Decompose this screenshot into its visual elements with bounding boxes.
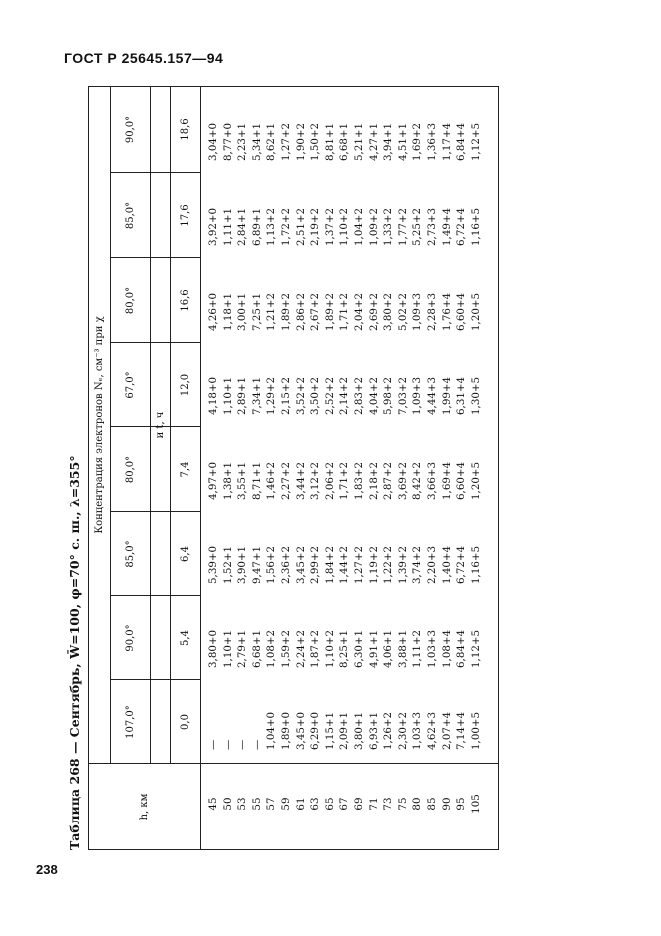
height-value: 73 (382, 797, 395, 811)
concentration-value: 2,30+2 (396, 711, 409, 750)
concentration-value: 6,89+1 (250, 207, 263, 246)
concentration-value: 1,12+5 (469, 122, 482, 161)
concentration-value: 2,23+1 (236, 122, 249, 161)
page-header: ГОСТ Р 25645.157—94 (64, 50, 224, 66)
concentration-value: 8,25+1 (338, 629, 351, 668)
concentration-value: 2,18+2 (367, 461, 380, 500)
concentration-value: 1,27+2 (279, 122, 292, 161)
height-value: 69 (352, 797, 365, 811)
concentration-value: 6,68+1 (338, 122, 351, 161)
concentration-value: 3,92+0 (207, 207, 219, 246)
concentration-value: 3,44+2 (294, 461, 307, 500)
concentration-value: 3,00+1 (236, 292, 249, 331)
concentration-value: 1,08+2 (265, 629, 278, 668)
concentration-value: 2,14+2 (338, 376, 351, 415)
concentration-value: 5,39+0 (207, 545, 219, 584)
time-header: 16,6 (179, 289, 191, 312)
concentration-value: 5,25+2 (411, 207, 424, 246)
concentration-value: 2,89+1 (236, 376, 249, 415)
concentration-value: 8,81+1 (323, 122, 336, 161)
time-header: 17,6 (179, 204, 191, 227)
concentration-value: 6,29+0 (309, 711, 322, 750)
concentration-value: — (207, 739, 219, 750)
concentration-value: 2,51+2 (294, 207, 307, 246)
concentration-value: 1,10+1 (221, 376, 234, 415)
concentration-value: 3,45+2 (294, 545, 307, 584)
concentration-value: 3,80+2 (382, 292, 395, 331)
concentration-value: 4,91+1 (367, 629, 380, 668)
concentration-value: 6,60+4 (455, 461, 468, 500)
time-header: 6,4 (179, 546, 191, 562)
concentration-value: 3,50+2 (309, 376, 322, 415)
chi-header: 80,0° (124, 286, 136, 315)
concentration-value: 7,03+2 (396, 376, 409, 415)
concentration-value: 1,49+4 (440, 207, 453, 246)
concentration-value: 6,84+4 (455, 629, 468, 668)
concentration-value: 3,94+1 (382, 122, 395, 161)
concentration-value: 2,79+1 (236, 629, 249, 668)
concentration-value: 4,51+1 (396, 122, 409, 161)
concentration-value: 5,34+1 (250, 122, 263, 161)
concentration-value: 7,14+4 (455, 711, 468, 750)
chi-header: 85,0° (124, 540, 136, 568)
concentration-value: 1,22+2 (382, 545, 395, 584)
concentration-value: 1,09+3 (411, 376, 424, 415)
time-header: 7,4 (179, 461, 191, 478)
concentration-value: 2,06+2 (323, 461, 336, 500)
concentration-value: 3,80+0 (207, 629, 219, 668)
chi-header: 90,0° (124, 115, 136, 144)
concentration-value: 4,18+0 (207, 376, 219, 415)
concentration-value: 2,04+2 (352, 292, 365, 331)
table-caption: Таблица 268 — Сентябрь, W̄=100, φ=70° с. ш., λ=355° (67, 455, 82, 850)
concentration-value: 4,62+3 (425, 711, 438, 750)
concentration-value: 2,73+3 (425, 207, 438, 246)
time-header: 5,4 (179, 630, 191, 646)
height-value: 59 (279, 797, 292, 811)
concentration-value: 2,27+2 (279, 461, 292, 500)
concentration-value: 1,10+2 (323, 629, 336, 668)
concentration-value: 8,42+2 (411, 461, 424, 500)
concentration-value: 6,31+4 (455, 376, 468, 415)
concentration-value: 4,04+2 (367, 376, 380, 415)
concentration-value: 4,44+3 (425, 376, 438, 415)
value-column (206, 349, 496, 415)
value-column (206, 180, 496, 246)
concentration-value: 1,76+4 (440, 292, 453, 331)
concentration-value: 2,86+2 (294, 292, 307, 331)
height-value: 63 (309, 797, 322, 811)
time-header: 18,6 (179, 118, 191, 141)
concentration-value: 2,69+2 (367, 292, 380, 331)
concentration-value: 1,21+2 (265, 292, 278, 331)
concentration-value: 1,10+2 (338, 207, 351, 246)
concentration-value: 6,72+4 (455, 207, 468, 246)
concentration-value: 2,67+2 (309, 292, 322, 331)
height-value: 57 (265, 797, 278, 811)
concentration-value: 3,90+1 (236, 545, 249, 584)
concentration-value: 8,77+0 (221, 122, 234, 161)
concentration-value: 4,27+1 (367, 122, 380, 161)
concentration-value: 6,93+1 (367, 711, 380, 750)
concentration-value: 7,25+1 (250, 292, 263, 331)
value-column (206, 95, 496, 161)
height-value: 55 (250, 797, 263, 811)
concentration-value: 2,99+2 (309, 545, 322, 584)
concentration-value: 1,56+2 (265, 545, 278, 584)
chi-header: 85,0° (124, 201, 136, 230)
concentration-value: 1,26+2 (382, 711, 395, 750)
concentration-value: 1,84+2 (323, 545, 336, 584)
concentration-value: 1,03+3 (425, 629, 438, 668)
concentration-value: 2,84+1 (236, 207, 249, 246)
concentration-value: 1,83+2 (352, 461, 365, 500)
concentration-value: 6,60+4 (455, 292, 468, 331)
concentration-value: 5,98+2 (382, 376, 395, 415)
height-value: 61 (294, 797, 307, 811)
value-column (206, 434, 496, 500)
data-table (88, 86, 499, 850)
height-column (206, 784, 496, 824)
concentration-value: 1,15+1 (323, 711, 336, 750)
concentration-value: 1,17+4 (440, 122, 453, 161)
rotated-table-block (64, 86, 504, 850)
concentration-value: 1,20+5 (469, 292, 482, 331)
concentration-value: 2,24+2 (294, 629, 307, 668)
concentration-value: 1,18+1 (221, 292, 234, 331)
concentration-value: 3,55+1 (236, 461, 249, 500)
concentration-value: 1,71+2 (338, 461, 351, 500)
header-concentration: Концентрация электронов Nₑ, см⁻³ при χ (93, 316, 105, 534)
concentration-value: 1,12+5 (469, 629, 482, 668)
header-h: h, км (138, 793, 150, 821)
concentration-value: 1,69+2 (411, 122, 424, 161)
value-column (206, 265, 496, 331)
concentration-value: 1,90+2 (294, 122, 307, 161)
concentration-value: 1,50+2 (309, 122, 322, 161)
concentration-value: 1,04+0 (265, 711, 278, 750)
concentration-value: 1,27+2 (352, 545, 365, 584)
height-value: 71 (367, 797, 380, 811)
concentration-value: 2,36+2 (279, 545, 292, 584)
concentration-value: 3,66+3 (425, 461, 438, 500)
height-value: 53 (236, 797, 249, 811)
height-value: 105 (469, 794, 482, 814)
page-number: 238 (36, 862, 58, 877)
concentration-value: — (250, 739, 263, 750)
concentration-value: 2,52+2 (323, 376, 336, 415)
concentration-value: 2,28+3 (425, 292, 438, 331)
concentration-value: 3,74+2 (411, 545, 424, 584)
concentration-value: 2,20+3 (425, 545, 438, 584)
concentration-value: 3,04+0 (207, 122, 219, 161)
height-value: 67 (338, 797, 351, 811)
concentration-value: 1,10+1 (221, 629, 234, 668)
time-header: 0,0 (179, 714, 191, 730)
concentration-value: 4,06+1 (382, 629, 395, 668)
concentration-value: 3,80+1 (352, 711, 365, 750)
concentration-value: 1,03+3 (411, 711, 424, 750)
concentration-value: 3,69+2 (396, 461, 409, 500)
concentration-value: 6,68+1 (250, 629, 263, 668)
height-value: 75 (396, 797, 409, 811)
concentration-value: 1,77+2 (396, 207, 409, 246)
concentration-value: 3,88+1 (396, 629, 409, 668)
concentration-value: 3,52+2 (294, 376, 307, 415)
concentration-value: 1,09+2 (367, 207, 380, 246)
chi-header: 107,0° (124, 705, 136, 739)
concentration-value: 4,97+0 (207, 461, 219, 500)
concentration-value: 1,89+2 (323, 292, 336, 331)
concentration-value: 1,89+0 (279, 711, 292, 750)
concentration-value: 6,84+4 (455, 122, 468, 161)
concentration-value: 1,44+2 (338, 545, 351, 584)
value-column (206, 684, 496, 750)
concentration-value: 1,89+2 (279, 292, 292, 331)
value-column (206, 602, 496, 668)
height-value: 45 (207, 797, 219, 811)
concentration-value: 8,62+1 (265, 122, 278, 161)
concentration-value: 1,33+2 (382, 207, 395, 246)
concentration-value: — (221, 739, 234, 750)
concentration-value: 1,09+3 (411, 292, 424, 331)
height-value: 50 (221, 797, 234, 811)
concentration-value: 1,13+2 (265, 207, 278, 246)
concentration-value: 1,72+2 (279, 207, 292, 246)
concentration-value: 1,11+2 (411, 629, 424, 668)
concentration-value: 1,29+2 (265, 376, 278, 415)
concentration-value: 1,00+5 (469, 711, 482, 750)
concentration-value: 8,71+1 (250, 461, 263, 500)
concentration-value: 1,37+2 (323, 207, 336, 246)
chi-header: 67,0° (124, 371, 136, 399)
height-value: 95 (455, 797, 468, 811)
concentration-value: 3,45+0 (294, 711, 307, 750)
concentration-value: 1,52+1 (221, 545, 234, 584)
concentration-value: 1,11+1 (221, 207, 234, 246)
height-value: 85 (425, 797, 438, 811)
concentration-value: 1,39+2 (396, 545, 409, 584)
concentration-value: 7,34+1 (250, 376, 263, 415)
header-time: и t, ч (154, 411, 166, 439)
time-header: 12,0 (179, 373, 191, 397)
concentration-value: 1,04+2 (352, 207, 365, 246)
concentration-value: 1,36+3 (425, 122, 438, 161)
concentration-value: 2,87+2 (382, 461, 395, 500)
value-column (206, 518, 496, 584)
concentration-value: 2,83+2 (352, 376, 365, 415)
concentration-value: 1,30+5 (469, 376, 482, 415)
concentration-value: 2,15+2 (279, 376, 292, 415)
concentration-value: 1,19+2 (367, 545, 380, 584)
concentration-value: 5,21+1 (352, 122, 365, 161)
concentration-value: 1,08+4 (440, 629, 453, 668)
height-value: 65 (323, 797, 336, 811)
concentration-value: 1,16+5 (469, 545, 482, 584)
chi-header: 90,0° (124, 624, 136, 652)
concentration-value: 3,12+2 (309, 461, 322, 500)
height-value: 90 (440, 797, 453, 811)
concentration-value: 1,87+2 (309, 629, 322, 668)
concentration-value: 2,09+1 (338, 711, 351, 750)
concentration-value: 1,71+2 (338, 292, 351, 331)
concentration-value: — (236, 739, 249, 750)
concentration-value: 2,19+2 (309, 207, 322, 246)
concentration-value: 6,30+1 (352, 629, 365, 668)
concentration-value: 9,47+1 (250, 545, 263, 584)
concentration-value: 4,26+0 (207, 292, 219, 331)
chi-header: 80,0° (124, 455, 136, 484)
concentration-value: 1,16+5 (469, 207, 482, 246)
concentration-value: 2,07+4 (440, 711, 453, 750)
concentration-value: 6,72+4 (455, 545, 468, 584)
concentration-value: 1,40+4 (440, 545, 453, 584)
concentration-value: 1,69+4 (440, 461, 453, 500)
concentration-value: 1,46+2 (265, 461, 278, 500)
concentration-value: 1,99+4 (440, 376, 453, 415)
concentration-value: 5,02+2 (396, 292, 409, 331)
concentration-value: 1,38+1 (221, 461, 234, 500)
concentration-value: 1,20+5 (469, 461, 482, 500)
height-value: 80 (411, 797, 424, 811)
concentration-value: 1,59+2 (279, 629, 292, 668)
